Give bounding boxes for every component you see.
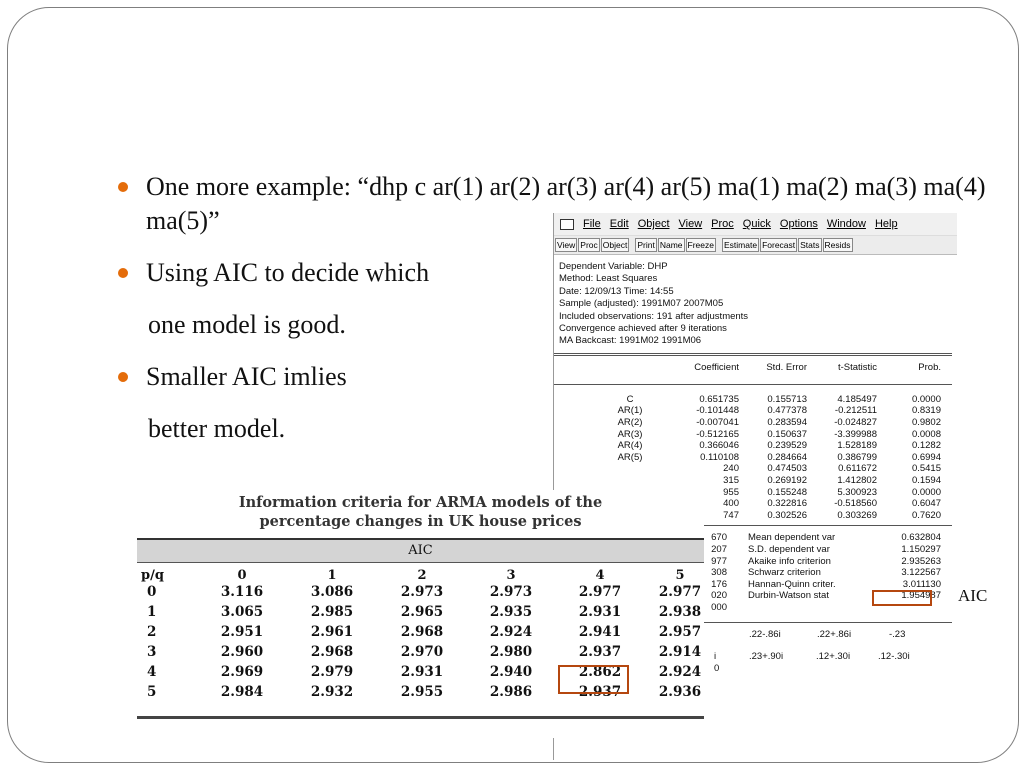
- stat-left-value: 977: [711, 555, 727, 567]
- aic-cell: 2.985: [310, 604, 354, 620]
- eviews-toolbar: [554, 236, 957, 255]
- menu-object[interactable]: Object: [637, 218, 670, 230]
- coef-row: [554, 405, 957, 417]
- stat-label: Akaike info criterion: [748, 555, 831, 567]
- aic-cell: 2.932: [310, 684, 354, 700]
- aic-cell: 2.924: [489, 624, 533, 640]
- header-line: Sample (adjusted): 1991M07 2007M05: [559, 298, 724, 310]
- aic-label: AIC: [958, 586, 988, 605]
- coefficient-value: 315: [723, 475, 739, 486]
- table-title-line: Information criteria for ARMA models of the: [238, 494, 603, 511]
- variable-name: C: [626, 393, 634, 405]
- t-stat-value: 0.303269: [837, 509, 877, 521]
- aic-cell: 2.965: [400, 604, 444, 620]
- stat-value: 0.632804: [901, 532, 941, 544]
- q-header: 4: [595, 568, 605, 583]
- bullet-1-text: One more example: “dhp c ar(1) ar(2) ar(3) ar(4) ar(5) ma(1) ma(2) ma(3) ma(4) ma(5)”: [146, 172, 986, 235]
- aic-cell: 2.980: [489, 644, 533, 660]
- coefficient-value: 240: [723, 463, 739, 475]
- aic-cell: 3.116: [220, 584, 264, 600]
- stat-left-value: 176: [711, 578, 727, 590]
- stat-value: 1.150297: [901, 543, 941, 555]
- col-std-error: Std. Error: [766, 361, 807, 373]
- stat-label: Hannan-Quinn criter.: [748, 578, 836, 590]
- aic-cell: 2.960: [220, 644, 264, 660]
- menu-options[interactable]: Options: [779, 218, 818, 230]
- coefficient-value: -0.512165: [696, 428, 739, 440]
- coef-row: [554, 440, 957, 452]
- root-value: .12-.30i: [878, 650, 910, 662]
- coef-row: [554, 394, 957, 406]
- aic-cell: 3.065: [220, 604, 264, 620]
- q-header: 1: [327, 568, 337, 583]
- header-line: Included observations: 191 after adjustments: [559, 310, 749, 322]
- std-error-value: 0.155248: [767, 486, 807, 498]
- bullet-3-continuation: better model.: [148, 414, 286, 443]
- std-error-value: 0.283594: [767, 417, 807, 429]
- q-header: 5: [675, 568, 685, 583]
- t-stat-value: 0.386799: [837, 451, 877, 463]
- stat-left-value: 670: [711, 532, 727, 544]
- aic-cell: 2.973: [400, 584, 444, 600]
- col-coefficient: Coefficient: [694, 361, 739, 373]
- coefficient-value: 400: [723, 498, 739, 510]
- prob-value: 0.6994: [911, 451, 941, 463]
- aic-highlight-box: [872, 590, 932, 606]
- stat-value: 1.954987: [901, 590, 941, 602]
- root-value: .22-.86i: [749, 628, 781, 640]
- q-header: 3: [506, 568, 516, 583]
- variable-name: AR(3): [617, 428, 643, 440]
- prob-value: 0.1282: [911, 440, 941, 452]
- eviews-menubar: [554, 213, 957, 236]
- stat-left-value: 207: [711, 543, 727, 555]
- aic-cell: 2.961: [310, 624, 354, 640]
- toolbar-name-button[interactable]: Name: [659, 240, 683, 250]
- t-stat-value: 1.412802: [837, 475, 877, 486]
- root-value: -.23: [889, 628, 906, 640]
- root-value: .12+.30i: [816, 650, 851, 662]
- toolbar-view-button[interactable]: View: [557, 240, 576, 250]
- table-bottom-rule: [137, 716, 704, 719]
- root-value: .23+.90i: [749, 650, 784, 662]
- aic-cell: 2.968: [310, 644, 354, 660]
- prob-value: 0.7620: [911, 509, 941, 521]
- stat-value: 3.011130: [902, 578, 941, 590]
- header-line: Method: Least Squares: [559, 273, 658, 285]
- estimation-header: [554, 255, 957, 348]
- aic-cell: 2.936: [658, 684, 702, 700]
- variable-name: AR(4): [617, 440, 643, 452]
- window-icon[interactable]: [560, 219, 574, 230]
- coef-row: [554, 463, 957, 475]
- menu-quick[interactable]: Quick: [742, 218, 771, 230]
- coef-column-headers: [554, 356, 957, 378]
- stat-label: Mean dependent var: [748, 532, 836, 544]
- t-stat-value: 4.185497: [837, 393, 877, 405]
- coef-row: [554, 429, 957, 441]
- aic-cell: 2.969: [220, 664, 264, 680]
- std-error-value: 0.322816: [767, 498, 807, 510]
- toolbar-proc-button[interactable]: Proc: [580, 240, 598, 250]
- root-value: .22+.86i: [817, 628, 852, 640]
- arma-aic-table: [137, 490, 704, 738]
- q-header: 0: [237, 568, 247, 583]
- coefficient-value: 0.366046: [699, 440, 739, 452]
- p-label: 5: [147, 684, 157, 700]
- std-error-value: 0.269192: [767, 475, 807, 486]
- menu-edit[interactable]: Edit: [609, 218, 629, 230]
- col-prob: Prob.: [918, 361, 941, 373]
- menu-file[interactable]: File: [583, 218, 601, 230]
- aic-cell: 2.951: [220, 624, 264, 640]
- minimum-aic-highlight-box: [558, 665, 629, 694]
- col-t-statistic: t-Statistic: [837, 361, 877, 373]
- aic-cell: 2.937: [578, 644, 622, 660]
- t-stat-value: -0.212511: [834, 405, 877, 417]
- std-error-value: 0.284664: [767, 451, 807, 463]
- p-label: 2: [147, 624, 157, 640]
- bullet-2-text: Using AIC to decide which: [146, 258, 430, 287]
- variable-name: AR(1): [617, 405, 643, 417]
- aic-cell: 2.977: [658, 584, 702, 600]
- bullet-2-continuation: one model is good.: [148, 310, 346, 339]
- p-label: 0: [147, 584, 157, 600]
- bullet-3-text: Smaller AIC imlies: [146, 362, 347, 391]
- p-label: 4: [147, 664, 157, 680]
- coefficient-value: 747: [723, 509, 739, 521]
- t-stat-value: 0.611672: [838, 463, 877, 475]
- table-header-row: [137, 568, 704, 584]
- menu-help[interactable]: Help: [874, 218, 898, 230]
- toolbar-stats-button[interactable]: Stats: [800, 240, 820, 250]
- aic-cell: 2.973: [489, 584, 533, 600]
- prob-value: 0.9802: [911, 417, 941, 429]
- table-row: [137, 584, 704, 602]
- coefficient-value: 955: [723, 486, 739, 498]
- aic-cell: 2.957: [658, 624, 702, 640]
- table-title: [137, 490, 704, 531]
- aic-cell: 2.979: [310, 664, 354, 680]
- aic-cell: 2.924: [658, 664, 702, 680]
- stat-left-value: 000: [711, 601, 727, 613]
- aic-cell: 3.086: [310, 584, 354, 600]
- aic-cell: 2.931: [400, 664, 444, 680]
- t-stat-value: 1.528189: [837, 440, 877, 452]
- std-error-value: 0.474503: [767, 463, 807, 475]
- stat-left-value: 308: [711, 567, 727, 579]
- table-row: [137, 624, 704, 642]
- menu-proc[interactable]: Proc: [711, 218, 734, 230]
- toolbar-estimate-button[interactable]: Estimate: [723, 240, 758, 250]
- t-stat-value: 5.300923: [837, 486, 877, 498]
- coef-row: [554, 475, 957, 487]
- aic-cell: 2.935: [489, 604, 533, 620]
- menu-window[interactable]: Window: [826, 218, 866, 230]
- prob-value: 0.5415: [911, 463, 941, 475]
- t-stat-value: -3.399988: [834, 428, 877, 440]
- aic-cell: 2.977: [578, 584, 622, 600]
- prob-value: 0.0000: [911, 486, 941, 498]
- bullet-dot-icon: [118, 268, 128, 278]
- q-header: 2: [417, 568, 427, 583]
- bullet-dot-icon: [118, 182, 128, 192]
- std-error-value: 0.150637: [767, 428, 807, 440]
- p-label: 1: [147, 604, 157, 620]
- table-title-line: percentage changes in UK house prices: [259, 513, 582, 530]
- header-line: Date: 12/09/13 Time: 14:55: [559, 285, 674, 297]
- bullet-dot-icon: [118, 372, 128, 382]
- coefficient-value: 0.110108: [700, 451, 739, 463]
- aic-cell: 2.937: [578, 684, 622, 700]
- table-row: [137, 604, 704, 622]
- prob-value: 0.1594: [911, 475, 941, 486]
- aic-cell: 2.862: [578, 664, 622, 680]
- root-value: i: [714, 650, 717, 662]
- stat-label: S.D. dependent var: [748, 543, 830, 555]
- stat-value: 3.122567: [901, 567, 941, 579]
- prob-value: 0.6047: [911, 498, 941, 510]
- p-label: 3: [147, 644, 157, 660]
- std-error-value: 0.302526: [767, 509, 807, 521]
- variable-name: AR(5): [617, 451, 643, 463]
- root-value: 0: [714, 662, 720, 674]
- coef-row: [554, 452, 957, 464]
- toolbar-forecast-button[interactable]: Forecast: [762, 240, 796, 250]
- coef-row: [554, 417, 957, 429]
- aic-cell: 2.938: [658, 604, 702, 620]
- corner-label: p/q: [141, 568, 164, 583]
- toolbar-freeze-button[interactable]: Freeze: [687, 240, 714, 250]
- aic-cell: 2.968: [400, 624, 444, 640]
- aic-cell: 2.970: [400, 644, 444, 660]
- toolbar-object-button[interactable]: Object: [602, 240, 628, 250]
- toolbar-print-button[interactable]: Print: [637, 240, 655, 250]
- header-line: MA Backcast: 1991M02 1991M06: [559, 335, 702, 347]
- stat-label: Durbin-Watson stat: [748, 590, 829, 602]
- aic-cell: 2.931: [578, 604, 622, 620]
- stat-label: Schwarz criterion: [748, 567, 821, 579]
- coefficient-value: 0.651735: [699, 393, 739, 405]
- aic-cell: 2.940: [489, 664, 533, 680]
- aic-cell: 2.941: [578, 624, 622, 640]
- table-section-aic: AIC: [137, 538, 704, 563]
- variable-name: AR(2): [617, 417, 643, 429]
- std-error-value: 0.155713: [767, 393, 807, 405]
- coefficient-value: -0.007041: [696, 417, 739, 429]
- aic-cell: 2.984: [220, 684, 264, 700]
- std-error-value: 0.477378: [767, 405, 807, 417]
- coefficient-value: -0.101448: [696, 405, 739, 417]
- prob-value: 0.0000: [911, 393, 941, 405]
- aic-cell: 2.914: [658, 644, 702, 660]
- t-stat-value: -0.518560: [834, 498, 877, 510]
- header-line: Convergence achieved after 9 iterations: [559, 323, 727, 335]
- toolbar-resids-button[interactable]: Resids: [824, 240, 851, 250]
- menu-view[interactable]: View: [678, 218, 703, 230]
- prob-value: 0.8319: [911, 405, 941, 417]
- stat-left-value: 020: [711, 590, 727, 602]
- aic-cell: 2.986: [489, 684, 533, 700]
- header-line: Dependent Variable: DHP: [559, 261, 668, 272]
- stat-value: 2.935263: [901, 555, 941, 567]
- aic-cell: 2.955: [400, 684, 444, 700]
- std-error-value: 0.239529: [767, 440, 807, 452]
- table-row: [137, 644, 704, 662]
- t-stat-value: -0.024827: [834, 417, 877, 429]
- prob-value: 0.0008: [911, 428, 941, 440]
